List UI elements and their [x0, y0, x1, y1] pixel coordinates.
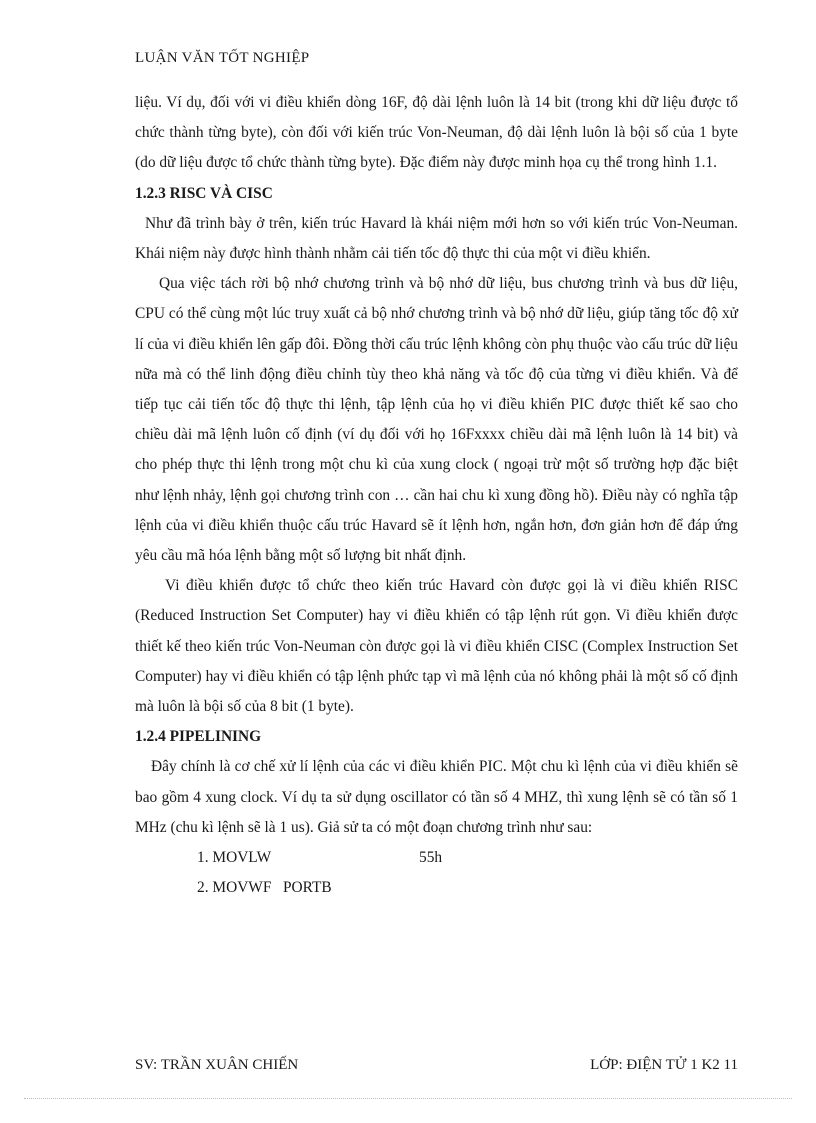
section-heading-pipelining: 1.2.4 PIPELINING [135, 728, 262, 746]
paragraph-5: Đây chính là cơ chế xử lí lệnh của các vi điều khiển PIC. Một chu kì lệnh của vi điều khiển sẽ bao gồm 4 xung clock. Ví dụ ta sử dụng oscillator có tần số 4 MHZ, thì xung lệnh sẽ có tần số 1 MHz (chu kì lệnh sẽ là 1 us). Giả sử ta có một đoạn chương trình như sau: [135, 758, 738, 836]
code-op: 1. MOVLW [197, 849, 272, 867]
footer-student: SV: TRẦN XUÂN CHIẾN [135, 1057, 299, 1073]
code-line-2 [135, 873, 738, 903]
code-line-1 [135, 843, 738, 873]
code-arg: PORTB [282, 879, 332, 897]
page-bottom-divider [24, 1098, 792, 1099]
paragraph-4: Vi điều khiển được tổ chức theo kiến trúc Havard còn được gọi là vi điều khiển RISC (Reduced Instruction Set Computer) hay vi điều khiển có tập lệnh rút gọn. Vi điều khiển được thiết kế theo kiến trúc Von-Neuman còn được gọi là vi điều khiển CISC (Complex Instruction Set Computer) hay vi điều khiển có tập lệnh phức tạp vì mã lệnh của nó không phải là một số cố định mà luôn là bội số của 8 bit (1 byte). [135, 577, 738, 716]
paragraph-3: Qua việc tách rời bộ nhớ chương trình và bộ nhớ dữ liệu, bus chương trình và bus dữ liệu, CPU có thể cùng một lúc truy xuất cả bộ nhớ chương trình và bộ nhớ dữ liệu, giúp tăng tốc độ xử lí của vi điều khiển lên gấp đôi. Đồng thời cấu trúc lệnh không còn phụ thuộc vào cấu trúc dữ liệu nữa mà có thể linh động điều chỉnh tùy theo khả năng và tốc độ của từng vi điều khiển. Và để tiếp tục cải tiến tốc độ thực thi lệnh, tập lệnh của họ vi điều khiển PIC được thiết kế sao cho chiều dài mã lệnh luôn cố định (ví dụ đối với họ 16Fxxxx chiều dài mã lệnh luôn là 14 bit) và cho phép thực thi lệnh trong một chu kì của xung clock ( ngoại trừ một số trường hợp đặc biệt như lệnh nhảy, lệnh gọi chương trình con … cần hai chu kì xung đồng hồ). Điều này có nghĩa tập lệnh của vi điều khiển thuộc cấu trúc Havard sẽ ít lệnh hơn, ngắn hơn, đơn giản hơn để đáp ứng yêu cầu mã hóa lệnh bằng một số lượng bit nhất định. [135, 275, 738, 565]
code-op: 2. MOVWF [197, 879, 272, 897]
code-arg: 55h [419, 849, 443, 867]
footer-class-page: LỚP: ĐIỆN TỬ 1 K2 11 [590, 1057, 738, 1073]
paragraph-1: liệu. Ví dụ, đối với vi điều khiển dòng 16F, độ dài lệnh luôn là 14 bit (trong khi dữ liệu được tổ chức thành từng byte), còn đối với kiến trúc Von-Neuman, độ dài lệnh luôn là bội số của 1 byte (do dữ liệu được tổ chức thành từng byte). Đặc điểm này được minh họa cụ thể trong hình 1.1. [135, 94, 738, 172]
document-body [135, 88, 738, 903]
page-header: LUẬN VĂN TỐT NGHIỆP [135, 50, 310, 66]
paragraph-2: Như đã trình bày ở trên, kiến trúc Havard là khái niệm mới hơn so với kiến trúc Von-Neuman. Khái niệm này được hình thành nhằm cải tiến tốc độ thực thi của một vi điều khiển. [135, 214, 738, 263]
section-heading-risc-cisc: 1.2.3 RISC VÀ CISC [135, 184, 273, 202]
